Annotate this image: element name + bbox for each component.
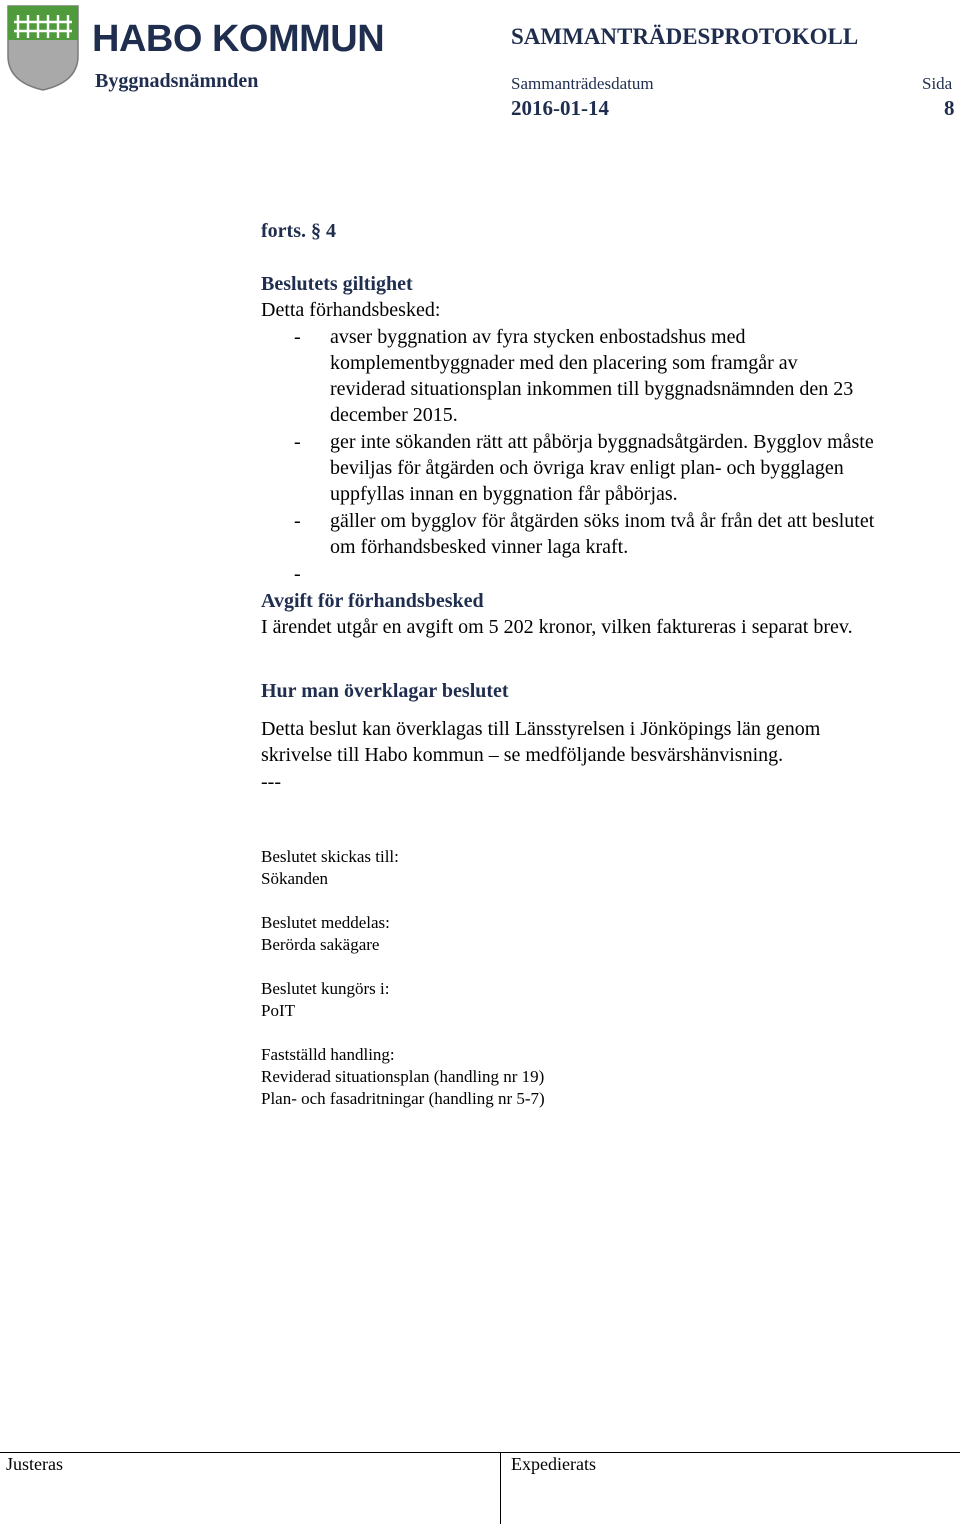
notified-label: Beslutet meddelas: bbox=[261, 913, 390, 932]
notified-value: Berörda sakägare bbox=[261, 935, 380, 954]
fee-text: I ärendet utgår en avgift om 5 202 kronor, vilken faktureras i separat brev. bbox=[261, 616, 853, 638]
document-type: SAMMANTRÄDESPROTOKOLL bbox=[511, 24, 859, 49]
list-item-line: om förhandsbesked vinner laga kraft. bbox=[330, 536, 629, 558]
habo-kommun-coat-of-arms bbox=[6, 4, 80, 92]
list-item-line: ger inte sökanden rätt att påbörja byggnadsåtgärden. Bygglov måste bbox=[330, 431, 874, 453]
list-bullet: - bbox=[294, 510, 301, 532]
meeting-date: 2016-01-14 bbox=[511, 96, 609, 120]
list-item-line: beviljas för åtgärden och övriga krav enligt plan- och bygglagen bbox=[330, 457, 844, 479]
list-item-line: december 2015. bbox=[330, 404, 458, 426]
appeal-text-line: skrivelse till Habo kommun – se medföljande besvärshänvisning. bbox=[261, 744, 784, 766]
list-bullet: - bbox=[294, 326, 301, 348]
document-item: Reviderad situationsplan (handling nr 19) bbox=[261, 1067, 545, 1086]
municipality-name: HABO KOMMUN bbox=[92, 18, 385, 60]
list-item-line: gäller om bygglov för åtgärden söks inom två år från det att beslutet bbox=[330, 510, 875, 532]
sent-to-value: Sökanden bbox=[261, 869, 329, 888]
appeal-text-line: Detta beslut kan överklagas till Länsstyrelsen i Jönköpings län genom bbox=[261, 718, 821, 740]
fee-heading: Avgift för förhandsbesked bbox=[261, 590, 484, 612]
adjusted-signature-label: Justeras bbox=[6, 1454, 63, 1474]
announced-label: Beslutet kungörs i: bbox=[261, 979, 390, 998]
committee-name: Byggnadsnämnden bbox=[95, 70, 259, 92]
list-bullet-empty: - bbox=[294, 563, 301, 585]
list-item-line: avser byggnation av fyra stycken enbostadshus med bbox=[330, 326, 746, 348]
appeal-heading: Hur man överklagar beslutet bbox=[261, 680, 509, 702]
announced-value: PoIT bbox=[261, 1001, 295, 1020]
validity-intro: Detta förhandsbesked: bbox=[261, 299, 441, 321]
dispatched-label: Expedierats bbox=[511, 1454, 596, 1474]
list-item-line: uppfyllas innan en byggnation får påbörjas. bbox=[330, 483, 678, 505]
documents-label: Fastställd handling: bbox=[261, 1045, 395, 1064]
separator-text: --- bbox=[261, 771, 281, 793]
list-item-line: komplementbyggnader med den placering som framgår av bbox=[330, 352, 798, 374]
footer-divider bbox=[0, 1452, 960, 1453]
sent-to-label: Beslutet skickas till: bbox=[261, 847, 399, 866]
document-item: Plan- och fasadritningar (handling nr 5-7) bbox=[261, 1089, 545, 1108]
page-label: Sida bbox=[922, 74, 953, 93]
footer-column-divider bbox=[500, 1452, 501, 1524]
page-number: 8 bbox=[944, 96, 955, 120]
section-continuation: forts. § 4 bbox=[261, 220, 336, 242]
validity-heading: Beslutets giltighet bbox=[261, 273, 413, 295]
list-item-line: reviderad situationsplan inkommen till byggnadsnämnden den 23 bbox=[330, 378, 854, 400]
meeting-date-label: Sammanträdesdatum bbox=[511, 74, 654, 93]
list-bullet: - bbox=[294, 431, 301, 453]
